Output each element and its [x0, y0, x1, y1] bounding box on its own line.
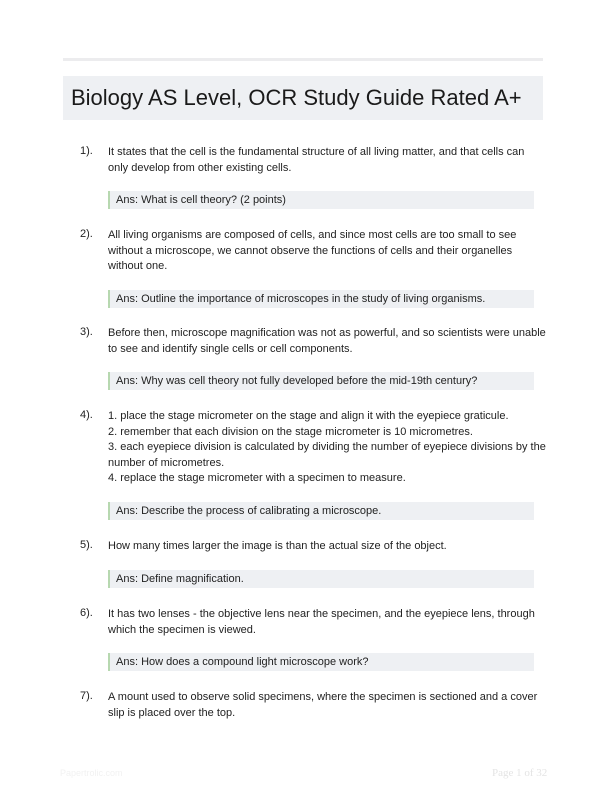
question-number: 5).: [80, 539, 93, 551]
title-bar: [63, 76, 543, 120]
question-text: [108, 409, 546, 487]
question-text: [108, 607, 536, 638]
question-text: [108, 539, 536, 555]
footer-site-watermark: Papertrolic.com: [60, 768, 123, 778]
question-number: 2).: [80, 228, 93, 240]
question-number: 1).: [80, 145, 93, 157]
question-text-line: 3. each eyepiece division is calculated by dividing the number of eyepiece divisions by the: [108, 441, 546, 453]
question-text-line: which the specimen is viewed.: [108, 623, 256, 636]
question-text-line: to see and identify single cells or cell components.: [108, 342, 353, 355]
question-text-line: All living organisms are composed of cells, and since most cells are too small to see: [108, 229, 517, 241]
question-text-line: without one.: [108, 260, 168, 272]
answer-box: Ans: Describe the process of calibrating a microscope.: [108, 502, 534, 520]
question-text: [108, 145, 536, 176]
top-divider: [63, 58, 543, 61]
footer-page-number: Page 1 of 32: [492, 767, 548, 779]
question-text-line: It states that the cell is the fundamental structure of all living matter, and that cells can: [108, 146, 525, 158]
question-text-line: 2. remember that each division on the stage micrometer is 10 micrometres.: [108, 425, 473, 438]
answer-box: Ans: Define magnification.: [108, 570, 534, 588]
question-text-line: 4. replace the stage micrometer with a specimen to measure.: [108, 472, 406, 484]
question-text-line: It has two lenses - the objective lens near the specimen, and the eyepiece lens, through: [108, 608, 535, 620]
question-text: [108, 326, 546, 357]
question-text-line: Before then, microscope magnification was not as powerful, and so scientists were unable: [108, 327, 546, 339]
question-text-line: A mount used to observe solid specimens, where the specimen is sectioned and a cover: [108, 691, 538, 703]
question-number: 7).: [80, 690, 93, 702]
question-text-line: How many times larger the image is than the actual size of the object.: [108, 540, 447, 552]
answer-box: Ans: Outline the importance of microscopes in the study of living organisms.: [108, 290, 534, 308]
question-text-line: only develop from other existing cells.: [108, 161, 292, 174]
question-number: 6).: [80, 607, 93, 619]
answer-box: Ans: Why was cell theory not fully developed before the mid-19th century?: [108, 372, 534, 390]
question-number: 3).: [80, 326, 93, 338]
question-text: [108, 690, 536, 721]
question-text-line: 1. place the stage micrometer on the stage and align it with the eyepiece graticule.: [108, 410, 509, 422]
question-number: 4).: [80, 409, 93, 421]
question-text-line: number of micrometres.: [108, 456, 225, 469]
answer-box: Ans: What is cell theory? (2 points): [108, 191, 534, 209]
question-text: [108, 228, 536, 275]
question-text-line: slip is placed over the top.: [108, 706, 236, 719]
answer-box: Ans: How does a compound light microscope work?: [108, 653, 534, 671]
document-title: Biology AS Level, OCR Study Guide Rated A+: [71, 85, 522, 110]
question-text-line: without a microscope, we cannot observe the functions of cells and their organelles: [108, 244, 513, 257]
